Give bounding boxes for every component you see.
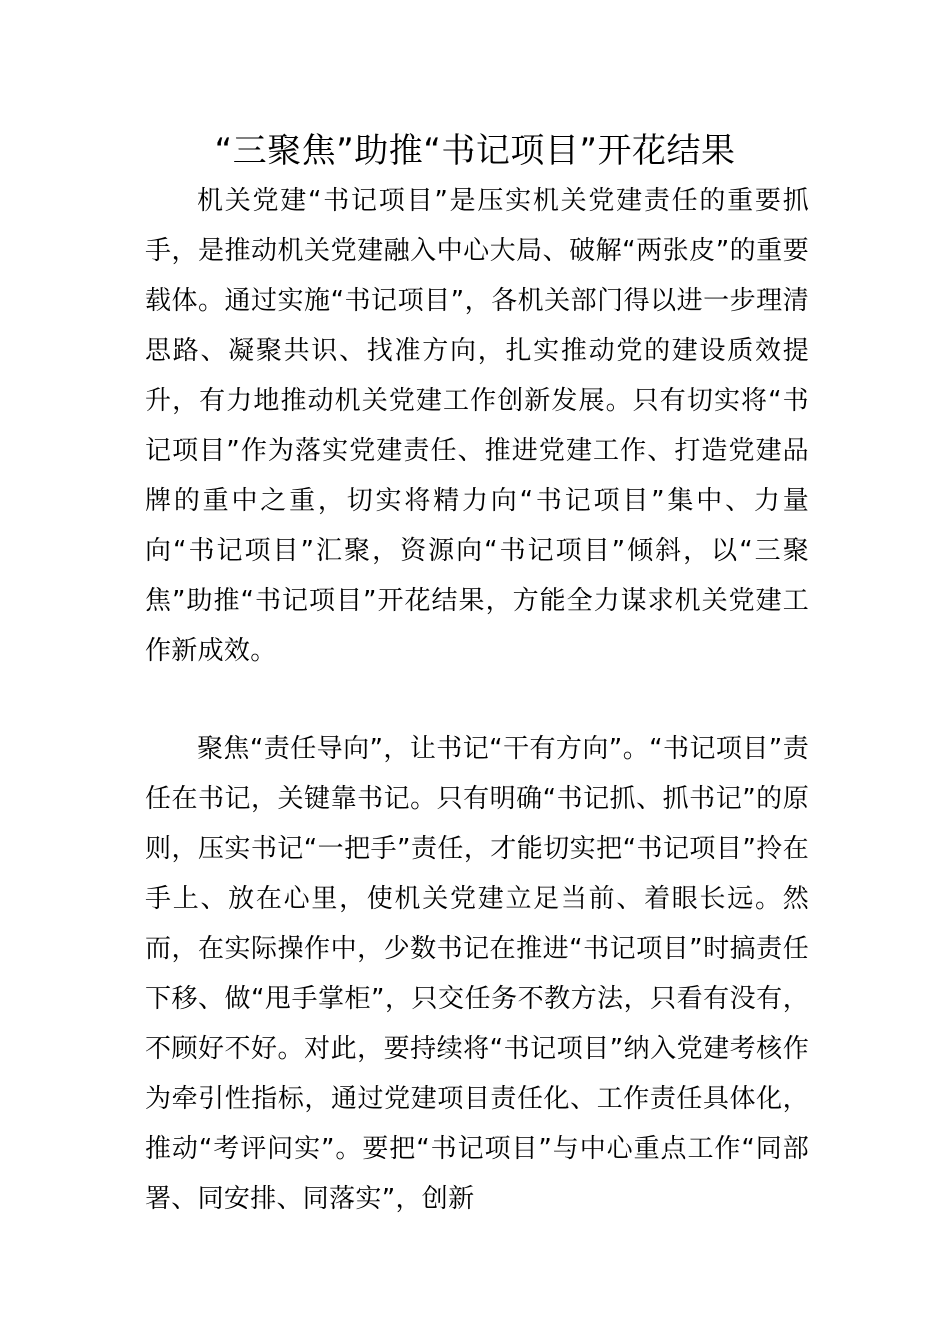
- document-title: “三聚焦”助推“书记项目”开花结果: [214, 131, 736, 171]
- paragraph-responsibility: 聚焦“责任导向”，让书记“干有方向”。“书记项目”责任在书记，关键靠书记。只有明确“书记抓、抓书记”的原则，压实书记“一把手”责任，才能切实把“书记项目”拎在手上、放在心里，使机关党建立足当前、着眼长远。然而，在实际操作中，少数书记在推进“书记项目”时搞责任下移、做“甩手掌柜”，只交任务不教方法，只看有没有，不顾好不好。对此，要持续将“书记项目”纳入党建考核作为牵引性指标，通过党建项目责任化、工作责任具体化，推动“考评问实”。要把“书记项目”与中心重点工作“同部署、同安排、同落实”，创新: [145, 734, 809, 1214]
- paragraph-intro: 机关党建“书记项目”是压实机关党建责任的重要抓手，是推动机关党建融入中心大局、破解“两张皮”的重要载体。通过实施“书记项目”，各机关部门得以进一步理清思路、凝聚共识、找准方向，扎实推动党的建设质效提升，有力地推动机关党建工作创新发展。只有切实将“书记项目”作为落实党建责任、推进党建工作、打造党建品牌的重中之重，切实将精力向“书记项目”集中、力量向“书记项目”汇聚，资源向“书记项目”倾斜，以“三聚焦”助推“书记项目”开花结果，方能全力谋求机关党建工作新成效。: [145, 186, 809, 666]
